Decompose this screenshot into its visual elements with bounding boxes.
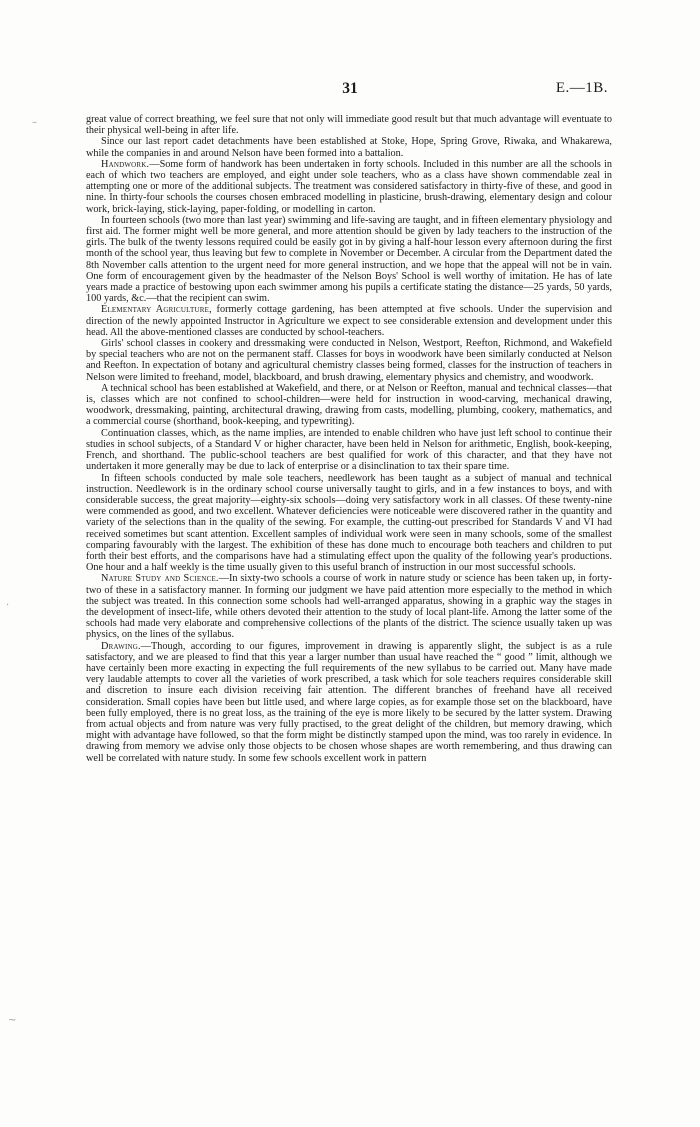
paragraph — [86, 641, 612, 764]
paragraph-text: Since our last report cadet detachments have been established at Stoke, Hope, Spring Grove, Riwaka, and Whakarewa, while the companies in and around Nelson have been formed into a battalion. — [86, 136, 612, 159]
document-reference: E.—1B. — [555, 80, 608, 96]
page-number: 31 — [342, 80, 358, 97]
paragraph — [86, 114, 612, 136]
paragraph — [86, 573, 612, 640]
paragraph-text: Continuation classes, which, as the name implies, are intended to enable children who have just left school to continue their studies in school subjects, of a Standard V or higher character, have been held in Nelson for arithmetic, English, book-keeping, French, and shorthand. The public-school teachers are best qualified for work of this character, and that they have not undertaken it more generally may be due to lack of enterprise or a disinclination to tax their spare time. — [86, 427, 612, 473]
paragraph — [86, 338, 612, 383]
paragraph — [86, 159, 612, 215]
page-header — [0, 80, 700, 100]
margin-mark: – — [32, 117, 37, 128]
paragraph-heading: Drawing. — [101, 640, 141, 652]
paragraph-text: Girls' school classes in cookery and dressmaking were conducted in Nelson, Westport, Reefton, Richmond, and Wakefield by special teachers who are not on the permanent staff. Classes for boys in woodwork have been similarly conducted at Nelson and Reefton. In expectation of botany and agricultural chemistry classes being formed, classes for the instruction of teachers in Nelson were limited to freehand, model, blackboard, and brush drawing, elementary physics and chemistry, and woodwork. — [86, 338, 612, 383]
paragraph-heading: Nature Study and Science. — [101, 573, 219, 585]
paragraph-text: —In sixty-two schools a course of work in nature study or science has been taken up, in forty-two of these in a satisfactory manner. In forming our judgment we have paid attention more especially to the method in which the subject was treated. In this connection some schools had well-arranged apparatus, showing in a graphic way the stages in the development of insect-life, while others devoted their attention to the study of local plant-life. Among the latter some of the schools had made very elaborate and comprehensive collections of the plants of the district. The science usually taken up was physics, on the lines of the syllabus. — [86, 573, 612, 641]
paragraph-heading: Handwork. — [101, 158, 150, 170]
paragraph-heading: Elementary Agriculture, — [101, 304, 212, 316]
paragraph-text: great value of correct breathing, we feel sure that not only will immediate good result but that much advantage will eventuate to their physical well-being in after life. — [86, 114, 612, 137]
paragraph-text: formerly cottage gardening, has been attempted at five schools. Under the supervision and direction of the newly appointed Instructor in Agriculture we expect to see considerable extension and development under this head. All the above-mentioned classes are conducted by school-teachers. — [86, 304, 612, 338]
paragraph — [86, 304, 612, 338]
margin-mark: ~ — [8, 1015, 17, 1026]
paragraph-text: In fourteen schools (two more than last year) swimming and life-saving are taught, and in fifteen elementary physiology and first aid. The former might well be more general, and more attention should be given by lady teachers to the instruction of the girls. The bulk of the twenty lessons required could be easily got in by giving a half-hour lesson every afternoon during the first month of the school year, thus leaving but few to complete in November or December. A circular from the Department dated the 8th November calls attention to the urgent need for more general instruction, and we hope that the appeal will not be in vain. One form of encouragement given by the headmaster of the Nelson Boys' School is well worthy of imitation. He has of late years made a practice of bestowing upon each swimmer among his pupils a certificate stating the distance—25 yards, 50 yards, 100 yards, &c.—that the recipient can swim. — [86, 214, 612, 305]
paragraph — [86, 383, 612, 428]
body-text — [86, 114, 612, 764]
paragraph — [86, 215, 612, 305]
paragraph — [86, 428, 612, 473]
margin-mark: · — [6, 600, 10, 611]
paragraph — [86, 136, 612, 158]
paragraph-text: —Some form of handwork has been undertaken in forty schools. Included in this number are all the schools in each of which two teachers are employed, and eight under sole teachers, who as a class have shown commendable zeal in attempting one or more of the additional subjects. The treatment was considered satisfactory in thirty-five of these, and good in nine. In thirty-four schools the courses chosen embraced modelling in plasticine, brush-drawing, elementary design and colour work, brick-laying, stick-laying, paper-folding, or modelling in carton. — [86, 158, 612, 215]
paragraph-text: —Though, according to our figures, improvement in drawing is apparently slight, the subject is as a rule satisfactory, and we are pleased to find that this year a larger number than usual have reached the “ good ” limit, although we have certainly been more exacting in expecting the full requirements of the new syllabus to be carried out. Many have made very laudable attempts to cover all the varieties of work prescribed, a task which for sole teachers requires considerable skill and discretion to insure each division receiving fair attention. The different branches of freehand have all received consideration. Small copies have been but little used, and where large copies, as for example those set on the blackboard, have been fully employed, there is no great loss, as the training of the eye is more likely to be secured by the latter system. Drawing from actual objects and from nature was very fully practised, to the great delight of the children, but memory drawing, which might with advantage have followed, so that the form might be distinctly stamped upon the mind, was too rarely in evidence. In drawing from memory we advise only those objects to be chosen whose shapes are worth remembering, and thus drawing can well be correlated with nature study. In some few schools excellent work in pattern — [86, 640, 612, 764]
paragraph-text: In fifteen schools conducted by male sole teachers, needlework has been taught as a subject of manual and technical instruction. Needlework is in the ordinary school course universally taught to girls, and in a few instances to boys, and with considerable success, the great majority—eighty-six schools—doing very satisfactory work in all classes. Of these twenty-nine were commended as good, and two excellent. Whatever deficiencies were noticeable were discovered rather in the quantity and variety of the selections than in the quality of the sewing. For example, the cutting-out prescribed for Standards V and VI had received sometimes but scant attention. Excellent samples of individual work were seen in many schools, some of the smallest comparing favourably with the largest. The exhibition of these has done much to encourage both teachers and children to put forth their best efforts, and the comparisons have had a stimulating effect upon the quality of the following year's productions. One hour and a half weekly is the time usually given to this useful branch of instruction in our most successful schools. — [86, 472, 612, 574]
paragraph-text: A technical school has been established at Wakefield, and there, or at Nelson or Reefton, manual and technical classes—that is, classes which are not confined to school-children—were held for instruction in wood-carving, mechanical drawing, woodwork, dressmaking, painting, architectural drawing, drawing from casts, modelling, plumbing, cookery, mathematics, and a commercial course (shorthand, book-keeping, and typewriting). — [86, 382, 612, 428]
paragraph — [86, 473, 612, 574]
